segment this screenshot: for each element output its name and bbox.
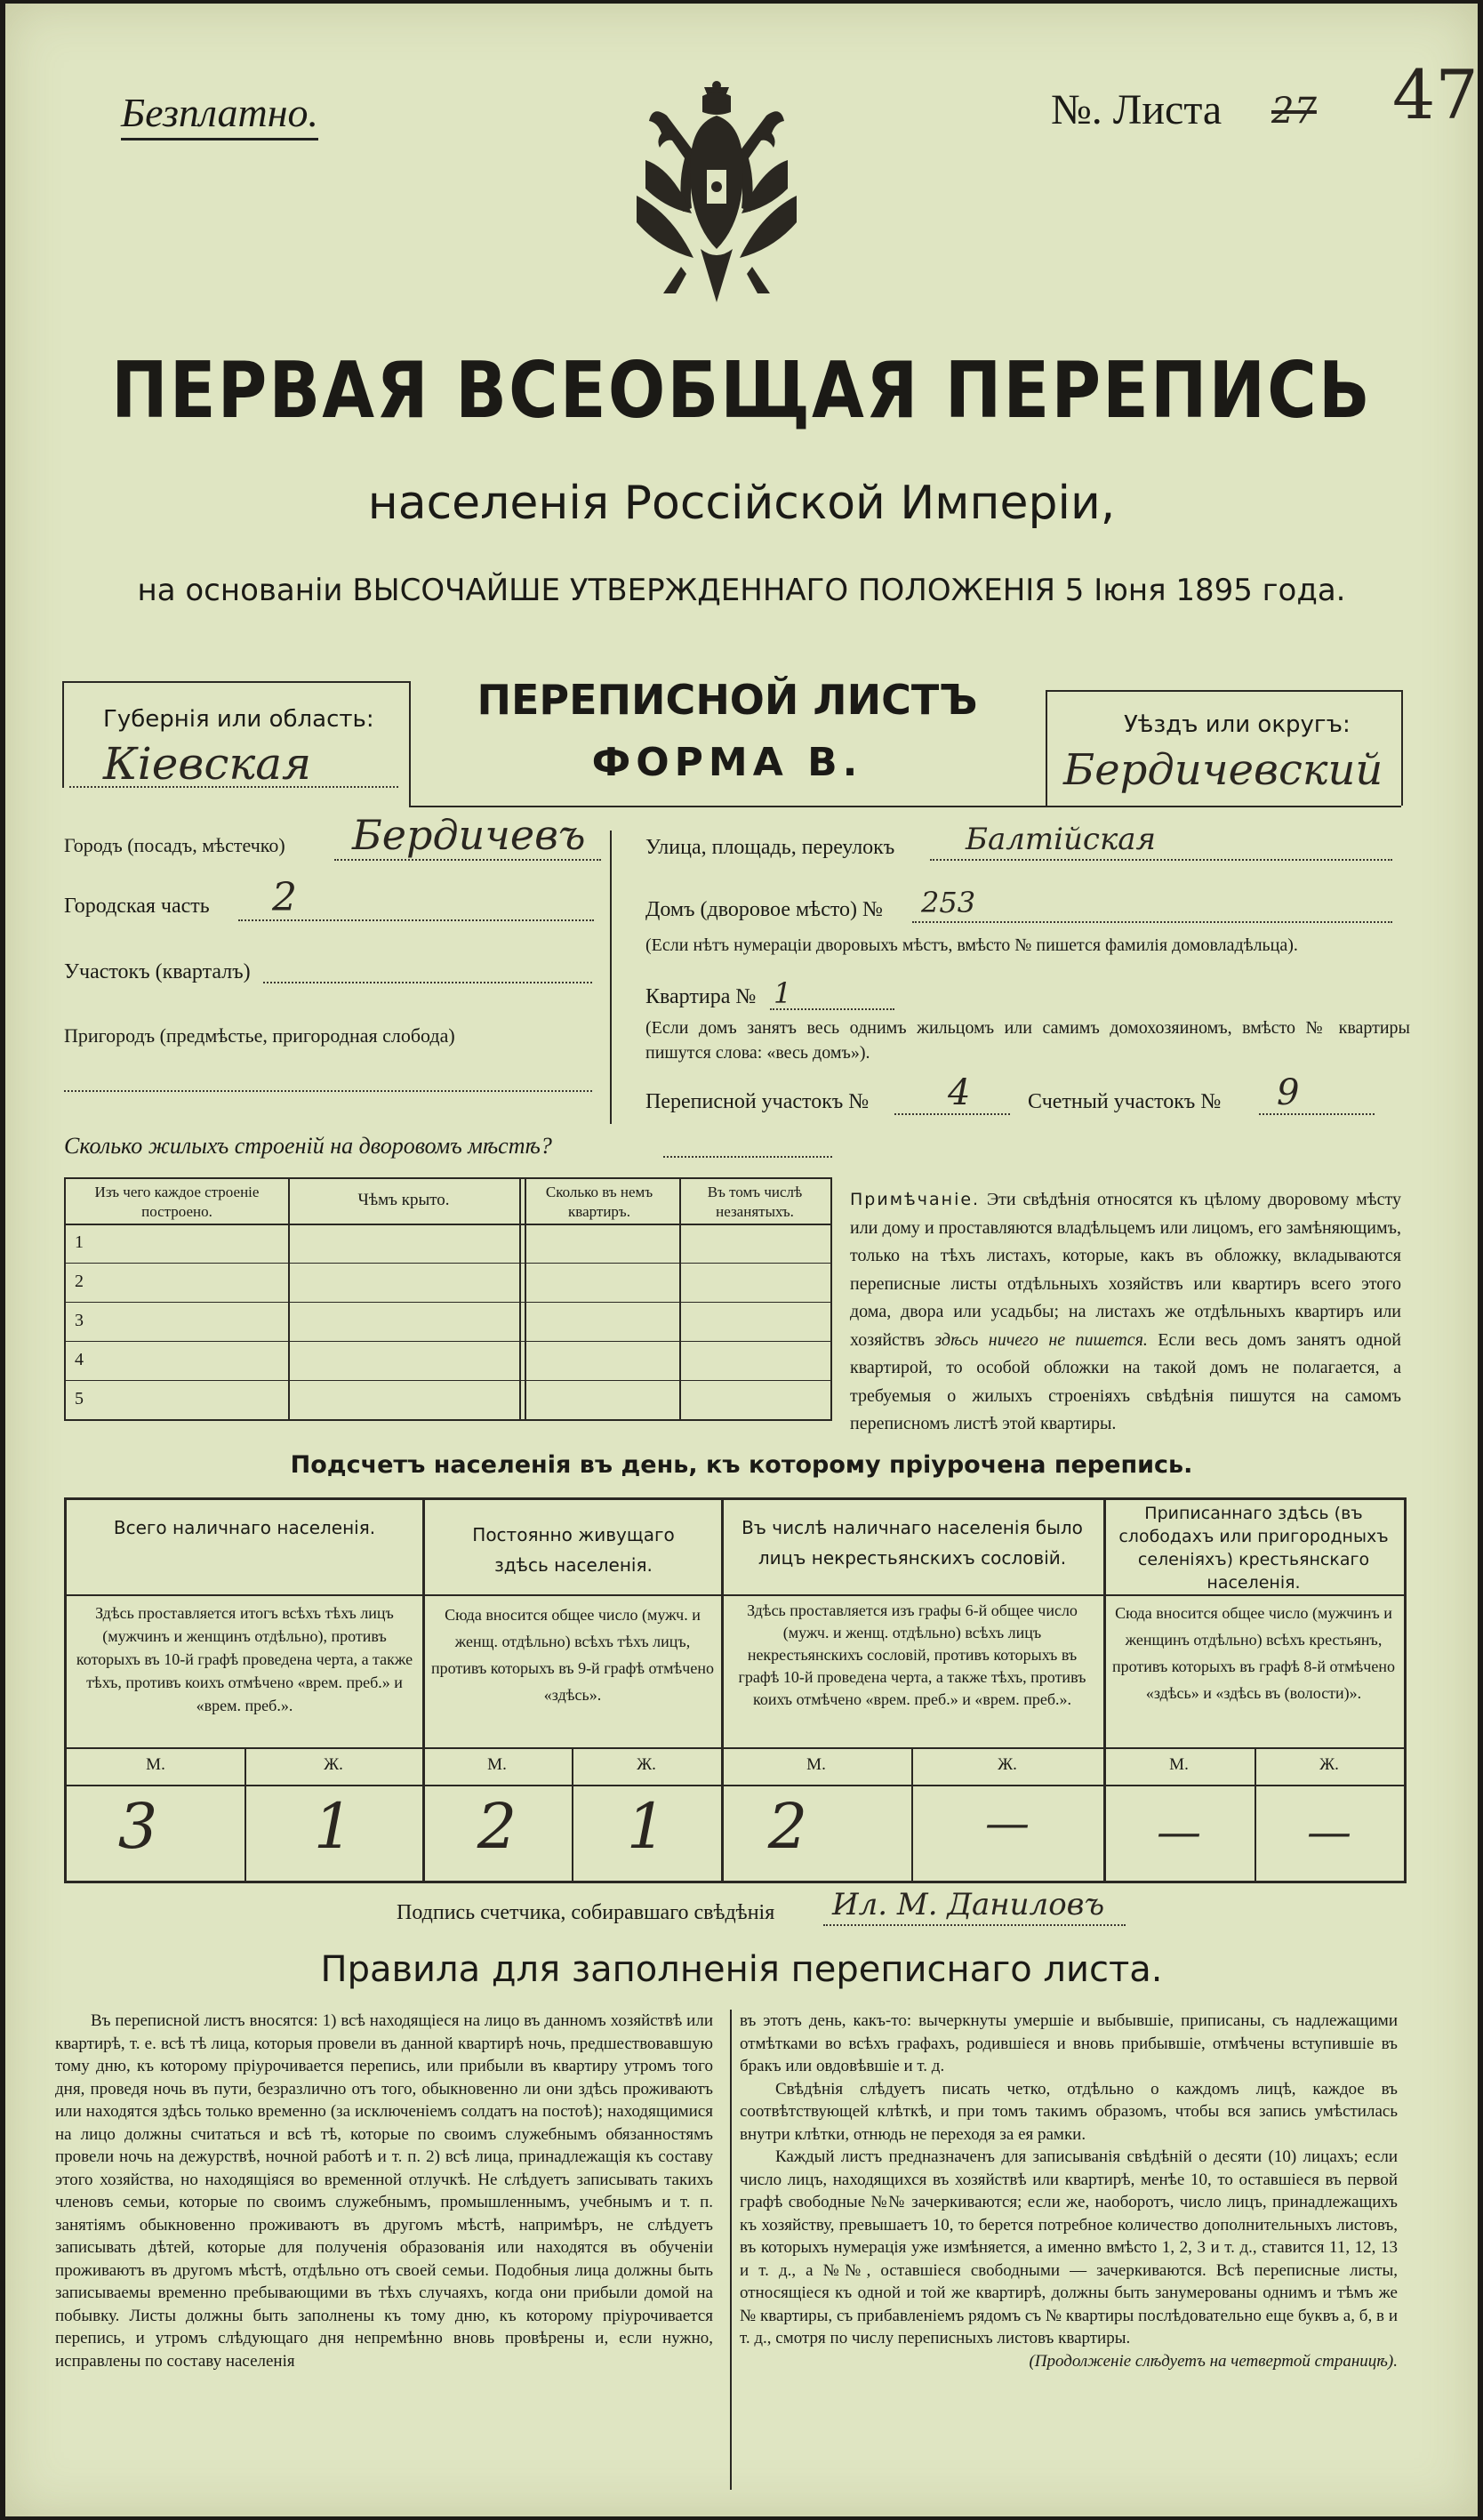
sheet-number-label: №. Листа bbox=[1051, 86, 1222, 133]
buildings-col-roof: Чѣмъ крыто. bbox=[357, 1191, 450, 1209]
imperial-eagle-icon bbox=[628, 80, 806, 320]
rules-right-a: въ этотъ день, какъ-то: вычеркнуты умершіе и выбывшіе, приписаны, съ надлежащими отмѣтками во всѣхъ графахъ, родившіеся и вновь прибывшіе, отмѣчены вступившіе въ бракъ или овдовѣвшіе и т. д. bbox=[740, 2011, 1398, 2075]
count-col-2-f-label: Ж. bbox=[637, 1755, 656, 1774]
buildings-col-vacant: Въ томъ числѣ незанятыхъ. bbox=[707, 1184, 803, 1220]
rules-title: Правила для заполненія переписнаго листа. bbox=[320, 1949, 1163, 1990]
count-col-3-f-label: Ж. bbox=[998, 1755, 1017, 1774]
count-col-1-f-label: Ж. bbox=[324, 1755, 343, 1774]
buildings-row-1: 1 bbox=[75, 1232, 84, 1252]
count-col-2-desc: Сюда вносится общее число (мужч. и женщ. отдѣльно) всѣхъ тѣхъ лицъ, противъ которыхъ въ 9-й графѣ отмѣчено «здѣсь». bbox=[431, 1606, 714, 1704]
form-name: ПЕРЕПИСНОЙ ЛИСТЪ bbox=[477, 676, 978, 724]
city-value: Бердичевъ bbox=[352, 811, 586, 859]
count-area-value: 9 bbox=[1277, 1072, 1300, 1113]
province-label: Губернія или область: bbox=[103, 706, 374, 733]
count-col-4-f-label: Ж. bbox=[1319, 1755, 1339, 1774]
count-col-3-f-value: — bbox=[985, 1797, 1030, 1849]
buildings-table bbox=[64, 1177, 832, 1421]
count-col-1-f-value: 1 bbox=[313, 1790, 354, 1863]
district-value: Бердичевский bbox=[1063, 745, 1383, 795]
signature-value: Ил. М. Даниловъ bbox=[832, 1887, 1105, 1922]
rules-continued: (Продолженіе слѣдуетъ на четвертой страницѣ). bbox=[1029, 2351, 1398, 2371]
city-part-value: 2 bbox=[272, 875, 297, 920]
buildings-row-3: 3 bbox=[75, 1311, 84, 1330]
legal-basis: на основаніи ВЫСОЧАЙШЕ УТВЕРЖДЕННАГО ПОЛОЖЕНІЯ 5 Іюня 1895 года. bbox=[137, 573, 1346, 608]
count-col-4-m-label: М. bbox=[1169, 1755, 1189, 1774]
buildings-question: Сколько жилыхъ строеній на дворовомъ мѣстѣ? bbox=[64, 1133, 552, 1159]
note-text-b: Если весь домъ занятъ одной квартирой, то особой обложки на такой домъ не полагается, а требуемыя о жилыхъ строеніяхъ свѣдѣнія пишутся на самомъ переписномъ листѣ этой квартиры. bbox=[850, 1329, 1402, 1433]
city-label: Городъ (посадъ, мѣстечко) bbox=[64, 834, 285, 856]
sheet-number-value: 27 bbox=[1271, 91, 1317, 132]
buildings-row-5: 5 bbox=[75, 1389, 84, 1408]
count-col-3-head: Въ числѣ наличнаго населенія было лицъ некрестьянскихъ сословій. bbox=[742, 1517, 1083, 1569]
count-col-4-f-value: — bbox=[1307, 1806, 1351, 1858]
rules-right-b: Свѣдѣнія слѣдуетъ писать четко, отдѣльно о каждомъ лицѣ, каждое въ соотвѣтствующей клѣткѣ, и при томъ такимъ образомъ, чтобы вся запись умѣстилась внутри клѣтки, отнюдь не переходя за ея рамки. bbox=[740, 2079, 1398, 2144]
house-label: Домъ (дворовое мѣсто) № bbox=[645, 898, 883, 921]
count-col-2-head: Постоянно живущаго здѣсь населенія. bbox=[472, 1524, 675, 1576]
census-sheet bbox=[5, 4, 1478, 2516]
count-col-1-desc: Здѣсь проставляется итогъ всѣхъ тѣхъ лицъ (мужчинъ и женщинъ отдѣльно), противъ которыхъ въ 10-й графѣ проведена черта, а также тѣхъ, противъ коихъ отмѣчено «врем. преб.» и «врем. преб.». bbox=[76, 1604, 413, 1714]
city-part-label: Городская часть bbox=[64, 895, 210, 918]
district-label: Уѣздъ или округъ: bbox=[1124, 711, 1351, 738]
apartment-value: 1 bbox=[774, 976, 792, 1010]
count-title: Подсчетъ населенія въ день, къ которому пріурочена перепись. bbox=[290, 1451, 1193, 1479]
buildings-col-apartments: Сколько въ немъ квартиръ. bbox=[545, 1184, 653, 1220]
page-subtitle: населенія Россійской Имперіи, bbox=[367, 477, 1116, 530]
suburb-label: Пригородъ (предмѣстье, пригородная слобода) bbox=[64, 1024, 455, 1047]
apartment-label: Квартира № bbox=[645, 985, 757, 1008]
buildings-col-material: Изъ чего каждое строеніе построено. bbox=[94, 1184, 260, 1220]
house-note: (Если нѣтъ нумераціи дворовыхъ мѣстъ, вмѣсто № пишется фамилія домовладѣльца). bbox=[645, 935, 1298, 955]
house-value: 253 bbox=[921, 886, 976, 919]
form-variant: ФОРМА В. bbox=[591, 740, 863, 785]
count-col-4-desc: Сюда вносится общее число (мужчинъ и женщинъ отдѣльно) всѣхъ крестьянъ, противъ которыхъ въ графѣ 8-й отмѣчено «здѣсь» и «здѣсь въ (волости)». bbox=[1112, 1604, 1395, 1702]
count-area-label: Счетный участокъ № bbox=[1028, 1090, 1222, 1113]
precinct-label: Участокъ (кварталъ) bbox=[64, 960, 251, 983]
note-text-em: здѣсь ничего не пишется. bbox=[934, 1329, 1148, 1350]
buildings-row-2: 2 bbox=[75, 1272, 84, 1291]
page-title: ПЕРВАЯ ВСЕОБЩАЯ ПЕРЕПИСЬ bbox=[111, 344, 1372, 436]
count-col-1-m-value: 3 bbox=[117, 1790, 158, 1863]
street-label: Улица, площадь, переулокъ bbox=[645, 836, 895, 859]
signature-label: Подпись счетчика, собиравшаго свѣдѣнія bbox=[397, 1901, 775, 1924]
corner-number: 47 bbox=[1392, 55, 1479, 134]
count-col-2-m-label: М. bbox=[487, 1755, 507, 1774]
count-col-3-m-label: М. bbox=[806, 1755, 826, 1774]
free-label: Безплатно. bbox=[121, 89, 318, 140]
note-block bbox=[850, 1186, 1401, 1439]
note-title: Примѣчаніе. bbox=[850, 1190, 981, 1209]
count-col-4-m-value: — bbox=[1157, 1806, 1201, 1858]
street-value: Балтійская bbox=[966, 822, 1157, 857]
count-col-1-head: Всего наличнаго населенія. bbox=[113, 1517, 376, 1538]
count-col-1-m-label: М. bbox=[146, 1755, 165, 1774]
count-col-3-desc: Здѣсь проставляется изъ графы 6-й общее число (мужч. и женщ. отдѣльно) всѣхъ лицъ некрестьянскихъ сословій, противъ которыхъ въ графѣ 10-й проведена черта, а также тѣхъ, противъ коихъ отмѣчено «врем. преб.» и «врем. преб.». bbox=[738, 1601, 1086, 1708]
count-col-4-head: Приписаннаго здѣсь (въ слободахъ или пригородныхъ селеніяхъ) крестьянскаго населенія. bbox=[1118, 1504, 1389, 1593]
census-area-value: 4 bbox=[948, 1072, 971, 1113]
rules-right-column bbox=[740, 2010, 1398, 2373]
rules-right-c: Каждый листъ предназначенъ для записыванія свѣдѣній о десяти (10) лицахъ; если число лицъ, находящихся въ хозяйствѣ или квартирѣ, менѣе 10, то оставшіеся въ первой графѣ свободные №№ зачеркиваются; если же, наоборотъ, число лицъ, принадлежащихъ къ хозяйству, превышаетъ 10, то берется потребное количество дополнительныхъ листовъ, въ которыхъ нумерація уже измѣняется, а именно вмѣсто 1, 2, 3 и т. д., ставится 11, 12, 13 и т. д., а №№, оставшіеся свободными — зачеркиваются. Всѣ переписные листы, относящіеся къ одной и той же квартирѣ, должны быть занумерованы однимъ и тѣмъ же № квартиры, съ прибавленіемъ рядомъ съ № квартиры послѣдовательно еще буквъ а, б, в и т. д., смотря по числу переписныхъ листовъ квартиры. bbox=[740, 2147, 1398, 2347]
province-value: Кіевская bbox=[103, 738, 312, 790]
count-table bbox=[64, 1497, 1407, 1883]
count-col-2-m-value: 2 bbox=[477, 1790, 517, 1863]
apartment-note: (Если домъ занятъ весь однимъ жильцомъ или самимъ домохозяиномъ, вмѣсто № квартиры пишутся слова: «весь домъ»). bbox=[645, 1018, 1410, 1063]
note-text-a: Эти свѣдѣнія относятся къ цѣлому дворовому мѣсту или дому и проставляются владѣльцемъ или лицомъ, его замѣняющимъ, только на тѣхъ листахъ, которые, какъ въ обложку, вкладываются переписные листы отдѣльныхъ хозяйствъ или квартиръ всего этого дома, двора или усадьбы; на листахъ же отдѣльныхъ квартиръ или хозяйствъ bbox=[850, 1190, 1402, 1350]
rules-left-column: Въ переписной листъ вносятся: 1) всѣ находящіеся на лицо въ данномъ хозяйствѣ или квартирѣ, т. е. всѣ тѣ лица, которыя провели въ данной квартирѣ ночь, предшествовавшую тому дню, къ которому пріурочивается перепись, или прибыли въ квартиру утромъ того дня, проведя ночь въ пути, безразлично отъ того, обыкновенно ли они здѣсь проживаютъ или находятся здѣсь только временно (за исключеніемъ солдатъ на постоѣ); находящимися на лицо должны считаться и всѣ тѣ, которые по своимъ служебнымъ обязанностямъ провели ночь на дежурствѣ, ночной работѣ и т. п. 2) всѣ лица, принадлежащія къ составу этого хозяйства, но находящіяся во временной отлучкѣ. Не слѣдуетъ записывать такихъ членовъ семьи, которые по своимъ служебнымъ, промышленнымъ, учебнымъ и т. п. занятіямъ обыкновенно проживаютъ въ другомъ мѣстѣ, напримѣръ, не слѣдуетъ записывать дѣтей, которые для полученія образованія или находятся въ обученіи проживаютъ въ другомъ мѣстѣ, отдѣльно отъ своей семьи. Подобныя лица должны быть записываемы временно пребывающими въ тѣхъ случаяхъ, когда они прибыли домой на побывку. Листы должны быть заполнены къ тому дню, къ которому пріурочивается перепись, и утромъ слѣдующаго дня непремѣнно вновь провѣрены и, если нужно, исправлены по составу населенія bbox=[55, 2011, 713, 2371]
count-col-3-m-value: 2 bbox=[767, 1790, 808, 1863]
buildings-row-4: 4 bbox=[75, 1350, 84, 1369]
census-area-label: Переписной участокъ № bbox=[645, 1090, 870, 1113]
count-col-2-f-value: 1 bbox=[626, 1790, 667, 1863]
